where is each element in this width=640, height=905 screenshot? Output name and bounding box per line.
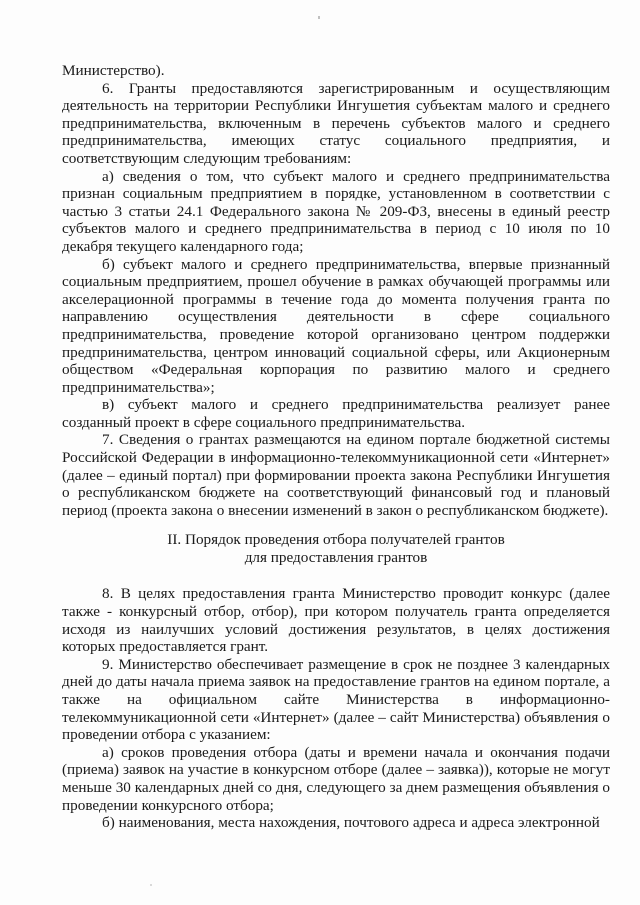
section-2-heading-line2: для предоставления грантов: [244, 549, 428, 567]
paragraph-8: 8. В целях предоставления гранта Министерство проводит конкурс (далее также - конкурсный отбор, отбор), при котором получатель гранта определяется исходя из наилучших условий достижения результатов, в целях достижения которых предоставляется грант.: [62, 585, 610, 656]
intro-fragment: Министерство).: [62, 62, 165, 79]
paragraph-6a: а) сведения о том, что субъект малого и среднего предпринимательства признан социальным предприятием в порядке, установленном в соответствии с частью 3 статьи 24.1 Федерального закона № 209-ФЗ, внесены в единый реестр субъектов малого и среднего предпринимательства в период с 10 июля по 10 декабря текущего календарного года;: [62, 167, 610, 255]
document-body: [62, 62, 610, 832]
paragraph-6b: б) субъект малого и среднего предпринимательства, впервые признанный социальным предприятием, прошел обучение в рамках обучающей программы или акселерационной программы в течение года до момента получения гранта по направлению осуществления деятельности в сфере социального предпринимательства, проведение которой организовано центром поддержки предпринимательства, центром инноваций социальной сферы, или Акционерным обществом «Федеральная корпорация по развитию малого и среднего предпринимательства»;: [62, 255, 610, 396]
paragraph-6: 6. Гранты предоставляются зарегистрированным и осуществляющим деятельность на территории Республики Ингушетия субъектам малого и среднего предпринимательства, включенным в перечень субъектов малого и среднего предпринимательства, имеющих статус социального предприятия, и соответствующим следующим требованиям:: [62, 79, 610, 167]
section-2-heading: [62, 531, 610, 567]
paragraph-6c: в) субъект малого и среднего предпринимательства реализует ранее созданный проект в сфере социального предпринимательства.: [62, 396, 610, 431]
paragraph-9a: а) сроков проведения отбора (даты и времени начала и окончания подачи (приема) заявок на участие в конкурсном отборе (далее – заявка)), которые не могут меньше 30 календарных дней со дня, следующего за днем размещения объявления о проведении конкурсного отбора;: [62, 743, 610, 814]
section-2-heading-line1: II. Порядок проведения отбора получателей грантов: [167, 531, 505, 549]
paragraph-9: 9. Министерство обеспечивает размещение в срок не позднее 3 календарных дней до даты начала приема заявок на предоставление грантов на едином портале, а также на официальном сайте Министерства в информационно-телекоммуникационной сети «Интернет» (далее – сайт Министерства) объявления о проведении отбора с указанием:: [62, 655, 610, 744]
paragraph-7: 7. Сведения о грантах размещаются на едином портале бюджетной системы Российской Федерации в информационно-телекоммуникационной сети «Интернет» (далее – единый портал) при формировании проекта закона Республики Ингушетия о республиканском бюджете на соответствующий финансовый год и плановый период (проекта закона о внесении изменений в закон о республиканском бюджете).: [62, 431, 610, 519]
paragraph-9b: б) наименования, места нахождения, почтового адреса и адреса электронной: [102, 814, 600, 832]
scan-artifact-mark: [318, 16, 320, 19]
scan-artifact-dot: [150, 884, 152, 886]
